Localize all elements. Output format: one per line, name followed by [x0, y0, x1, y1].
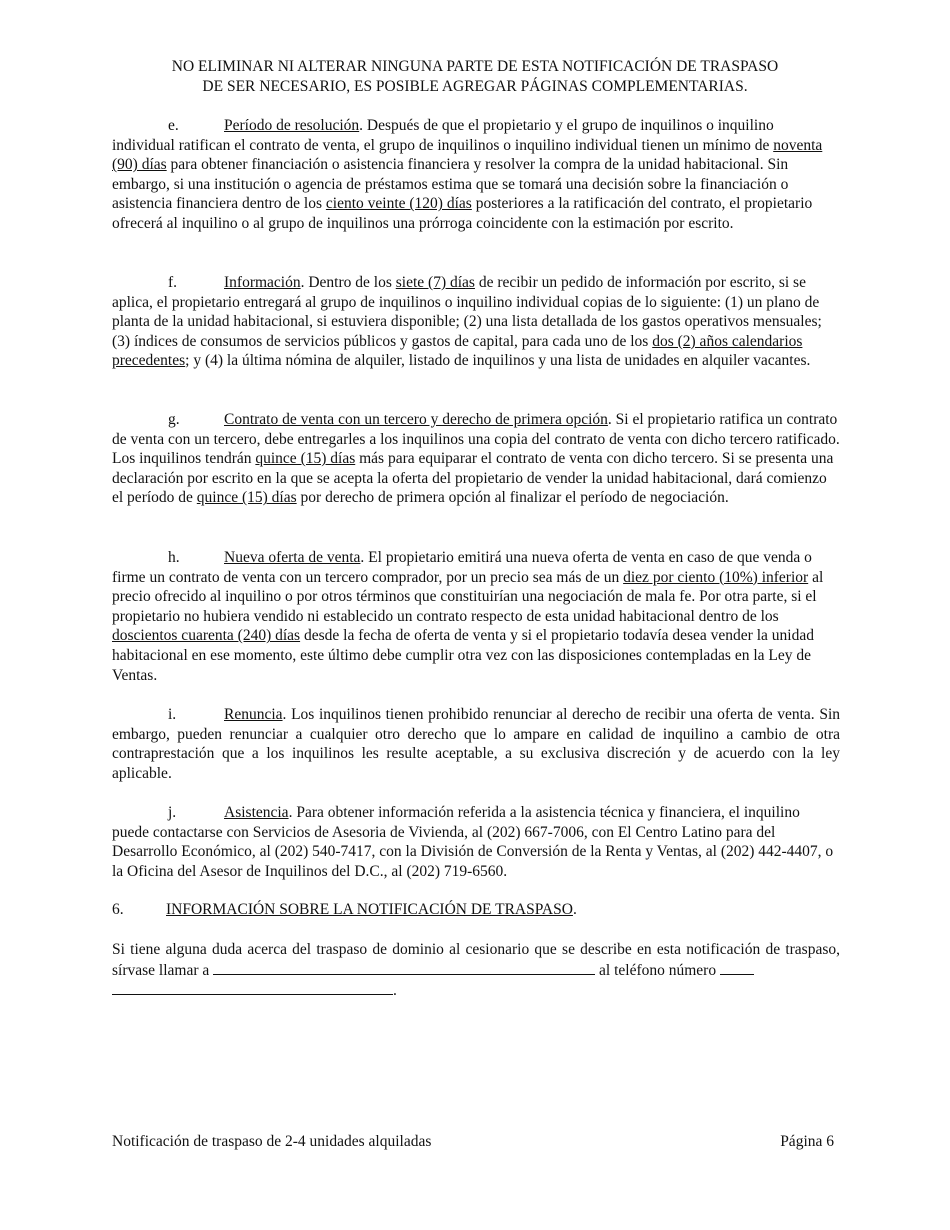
paragraph-letter: e. — [168, 117, 179, 134]
section-title: INFORMACIÓN SOBRE LA NOTIFICACIÓN DE TRASPASO — [166, 901, 573, 918]
page-footer — [112, 1132, 834, 1152]
paragraph-title: Información — [224, 274, 301, 291]
section-6-heading: 6. INFORMACIÓN SOBRE LA NOTIFICACIÓN DE TRASPASO. — [112, 901, 577, 918]
paragraph-letter: h. — [168, 549, 180, 566]
paragraph-i: i. Renuncia. Los inquilinos tienen prohibido renunciar al derecho de recibir una oferta de venta. Sin embargo, pueden renunciar a cualquier otro derecho que lo ampare en calidad de inquilino a cambio de otra contraprestación que a los inquilinos les resulte aceptable, a su exclusiva discreción y de acuerdo con la ley aplicable. — [112, 706, 840, 782]
header-line-2: DE SER NECESARIO, ES POSIBLE AGREGAR PÁGINAS COMPLEMENTARIAS. — [202, 77, 748, 95]
paragraph-e: e. Período de resolución. Después de que el propietario y el grupo de inquilinos o inquilino individual ratifican el contrato de venta, el grupo de inquilinos o inquilino individual tienen un mínimo de noventa (90) días para obtener financiación o asistencia financiera y resolver la compra de la unidad habitacional. Sin embargo, si una institución o agencia de préstamos estima que se tomará una decisión sobre la financiación o asistencia financiera dentro de los ciento veinte (120) días posteriores a la ratificación del contrato, el propietario ofrecerá al inquilino o al grupo de inquilinos una prórroga coincidente con la estimación por escrito. — [112, 117, 823, 232]
page-header — [110, 57, 840, 96]
paragraph-title: Asistencia — [224, 804, 289, 821]
section-number: 6. — [112, 901, 124, 918]
phone-number-blank[interactable] — [112, 980, 393, 995]
paragraph-letter: j. — [168, 804, 177, 821]
paragraph-j: j. Asistencia. Para obtener información referida a la asistencia técnica y financiera, el inquilino puede contactarse con Servicios de Asesoria de Vivienda, al (202) 667-7006, con El Centro Latino para del Desarrollo Económico, al (202) 540-7417, con la División de Conversión de la Renta y Ventas, al (202) 442-4407, o la Oficina del Asesor de Inquilinos del D.C., al (202) 719-6560. — [112, 804, 834, 880]
paragraph-title: Contrato de venta con un tercero y derecho de primera opción — [224, 411, 608, 428]
section-6-body: Si tiene alguna duda acerca del traspaso de dominio al cesionario que se describe en esta notificación de traspaso, sírvase llamar a al teléfono número . — [112, 941, 840, 1000]
paragraph-f: f. Información. Dentro de los siete (7) días de recibir un pedido de información por escrito, si se aplica, el propietario entregará al grupo de inquilinos o inquilino individual copias de lo siguiente: (1) un plano de planta de la unidad habitacional, si estuviera disponible; (2) una lista detallada de los gastos operativos mensuales; (3) índices de consumos de servicios públicos y gastos de capital, para cada uno de los dos (2) años calendarios precedentes; y (4) la última nómina de alquiler, listado de inquilinos y una lista de unidades en alquiler vacantes. — [112, 274, 822, 370]
paragraph-title: Nueva oferta de venta — [224, 549, 361, 566]
paragraph-title: Renuncia — [224, 706, 283, 723]
contact-name-blank[interactable] — [213, 960, 595, 975]
page-number: Página 6 — [780, 1133, 834, 1150]
paragraph-letter: f. — [168, 274, 178, 291]
paragraph-g: g. Contrato de venta con un tercero y derecho de primera opción. Si el propietario ratifica un contrato de venta con un tercero, debe entregarles a los inquilinos una copia del contrato de venta con dicho tercero ratificado. Los inquilinos tendrán quince (15) días más para equiparar el contrato de venta con dicho tercero. Si se presenta una declaración por escrito en la que se acepta la oferta del propietario de vender la unidad habitacional, dará comienzo el período de quince (15) días por derecho de primera opción al finalizar el período de negociación. — [112, 411, 840, 507]
paragraph-title: Período de resolución — [224, 117, 360, 134]
header-line-1: NO ELIMINAR NI ALTERAR NINGUNA PARTE DE ESTA NOTIFICACIÓN DE TRASPASO — [171, 58, 779, 75]
paragraph-letter: i. — [168, 706, 177, 723]
footer-title: Notificación de traspaso de 2-4 unidades alquiladas — [112, 1133, 432, 1150]
phone-number-blank-start[interactable] — [720, 960, 754, 975]
paragraph-letter: g. — [168, 411, 180, 428]
paragraph-h: h. Nueva oferta de venta. El propietario emitirá una nueva oferta de venta en caso de que venda o firme un contrato de venta con un tercero comprador, por un precio sea más de un diez por ciento (10%) inferior al precio ofrecido al inquilino o por otros términos que constituirían una negociación de mala fe. Por otra parte, si el propietario no hubiera vendido ni establecido un contrato respecto de esta unidad habitacional dentro de los doscientos cuarenta (240) días desde la fecha de oferta de venta y si el propietario todavía desea vender la unidad habitacional en ese momento, este último debe cumplir otra vez con las disposiciones contempladas en la Ley de Ventas. — [112, 549, 824, 684]
